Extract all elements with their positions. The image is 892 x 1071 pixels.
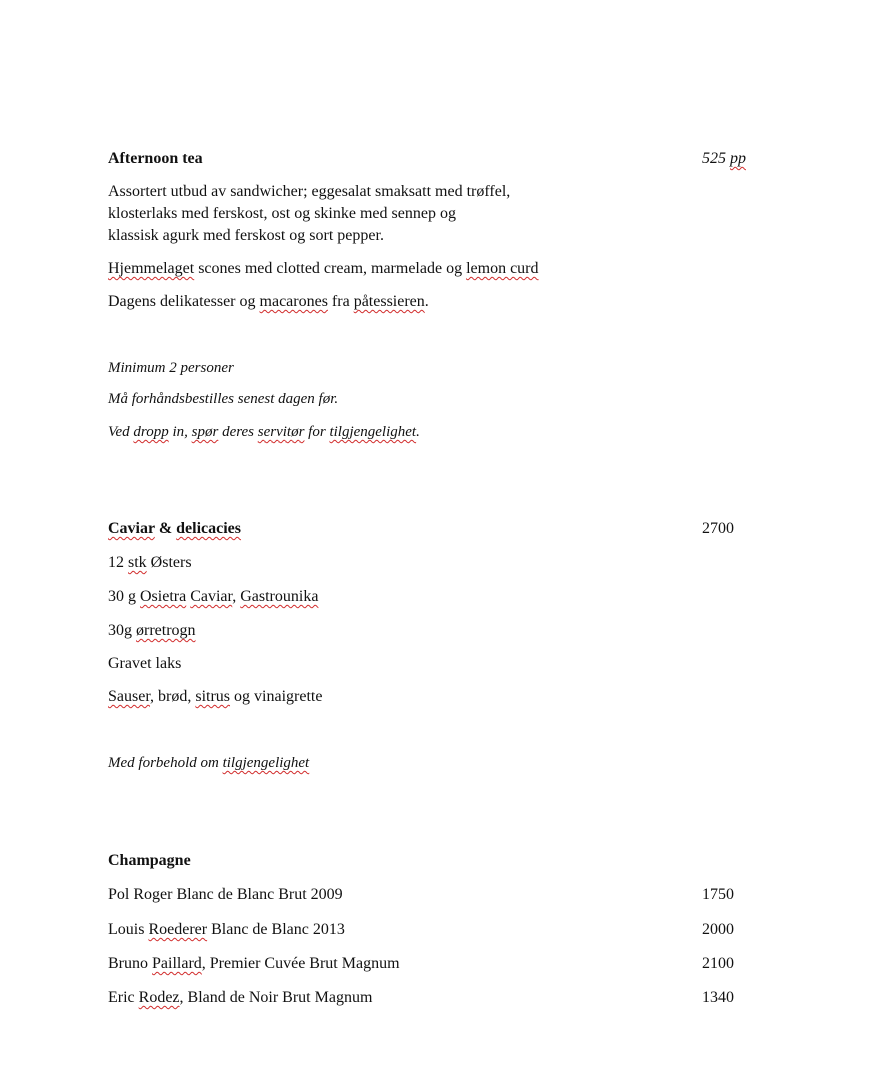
dropin-text: Ved [108, 424, 134, 440]
description-line: klosterlaks med ferskost, ost og skinke med sennep og [108, 205, 456, 222]
scones-text: scones med clotted cream, marmelade og [194, 260, 467, 277]
note-minimum: Minimum 2 personer [108, 360, 234, 376]
oysters-text: 12 [108, 554, 128, 571]
delicacies-text: fra [327, 293, 354, 310]
patissier-word: påtessieren [353, 293, 425, 310]
delicacies-line [108, 291, 429, 313]
dropin-word: dropp [133, 424, 169, 440]
osietra-word: Osietra [140, 588, 187, 605]
champagne-item-price: 2100 [702, 955, 734, 972]
dropin-text: in, [168, 424, 192, 440]
wine-name-text: Eric [108, 989, 139, 1006]
note-dropin [108, 421, 420, 443]
sauser-word: Sauser [108, 688, 151, 705]
dropin-text: deres [218, 424, 258, 440]
champagne-item-name [108, 953, 400, 975]
champagne-item-name [108, 987, 372, 1009]
champagne-item-name [108, 919, 345, 941]
roe-word: ørretrogn [136, 622, 196, 639]
wine-name-text: , Premier Cuvée Brut Magnum [201, 955, 400, 972]
dropin-word: spør [191, 424, 219, 440]
lemon-curd-word: lemon curd [466, 260, 539, 277]
stk-word: stk [128, 554, 147, 571]
wine-name-word: Roederer [148, 921, 208, 938]
sauces-line [108, 686, 322, 708]
wine-name-text: Blanc de Blanc 2013 [207, 921, 345, 938]
dropin-word: tilgjengelighet [329, 424, 417, 440]
sauces-text: , brød, [150, 688, 196, 705]
champagne-item-price: 2000 [702, 921, 734, 938]
dropin-text: . [416, 424, 420, 440]
caviar-title [108, 518, 241, 540]
oysters-text: Østers [146, 554, 192, 571]
afternoon-tea-price [702, 148, 746, 170]
dropin-text: for [304, 424, 330, 440]
salmon-line: Gravet laks [108, 655, 182, 672]
sauces-text: og vinaigrette [230, 688, 323, 705]
caviar-line-text: 30 g [108, 588, 140, 605]
wine-name-text: Bruno [108, 955, 152, 972]
afternoon-tea-title: Afternoon tea [108, 150, 203, 167]
dropin-word: servitør [257, 424, 305, 440]
caviar-price: 2700 [702, 520, 734, 537]
wine-name-word: Paillard [152, 955, 202, 972]
champagne-title: Champagne [108, 852, 191, 869]
wine-name-word: Rodez [138, 989, 180, 1006]
afternoon-tea-description [108, 181, 668, 247]
tilgjengelighet-word: tilgjengelighet [222, 755, 310, 771]
description-line: Assortert utbud av sandwicher; eggesalat smaksatt med trøffel, [108, 183, 511, 200]
afternoon-tea-price-unit: pp [730, 150, 746, 167]
gastrounika-word: Gastrounika [240, 588, 319, 605]
roe-line [108, 620, 196, 642]
scones-word: Hjemmelaget [108, 260, 195, 277]
macarones-word: macarones [259, 293, 328, 310]
champagne-item-price: 1750 [702, 886, 734, 903]
delicacies-text: . [424, 293, 429, 310]
delicacies-text: Dagens delikatesser og [108, 293, 260, 310]
caviar-line [108, 586, 318, 608]
delicacies-word: delicacies [176, 520, 242, 537]
wine-name-text: , Bland de Noir Brut Magnum [179, 989, 373, 1006]
roe-text: 30g [108, 622, 136, 639]
scones-line [108, 258, 539, 280]
description-line: klassisk agurk med ferskost og sort pepper. [108, 227, 384, 244]
caviar-note [108, 752, 309, 774]
caviar-note-text: Med forbehold om [108, 755, 223, 771]
wine-name-text: Pol Roger Blanc de Blanc Brut 2009 [108, 886, 343, 903]
note-preorder: Må forhåndsbestilles senest dagen før. [108, 391, 339, 407]
oysters-line [108, 552, 192, 574]
wine-name-text: Louis [108, 921, 149, 938]
caviar-word: Caviar [108, 520, 155, 537]
caviar-line-word: Caviar [190, 588, 233, 605]
caviar-line-text: , [232, 588, 241, 605]
sitrus-word: sitrus [195, 688, 231, 705]
champagne-item-price: 1340 [702, 989, 734, 1006]
caviar-title-text: & [154, 520, 177, 537]
champagne-item-name [108, 884, 343, 906]
afternoon-tea-price-amount: 525 [702, 150, 730, 167]
